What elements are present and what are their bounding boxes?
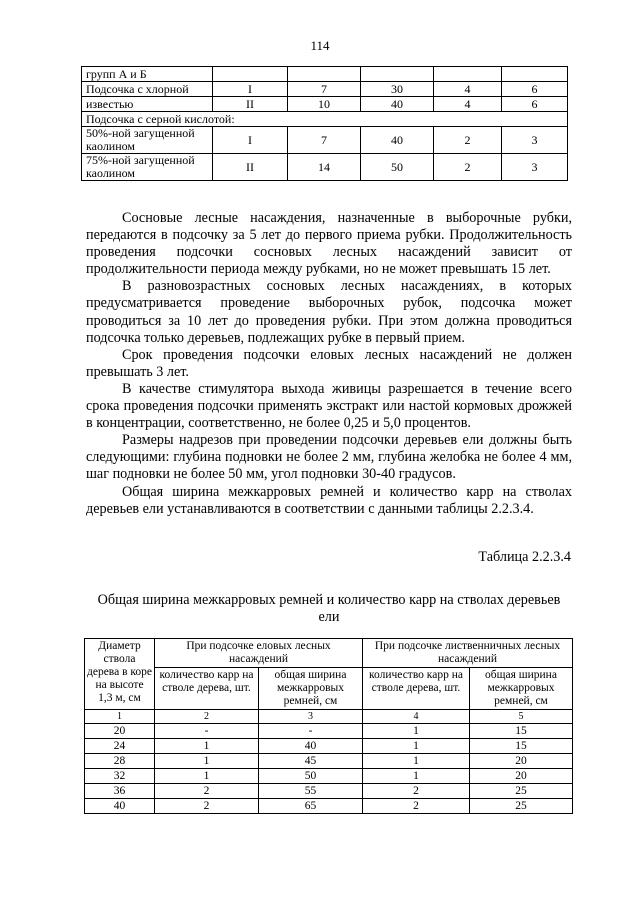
table-cell: 10 <box>288 97 361 112</box>
resin-tapping-table <box>84 638 573 814</box>
table-cell: 15 <box>470 739 573 754</box>
table-cell: 2 <box>155 784 259 799</box>
table-cell: I <box>213 82 288 97</box>
table-row <box>82 82 568 97</box>
row-label <box>82 127 213 154</box>
row-label: групп А и Б <box>82 67 213 82</box>
treatment-table <box>81 66 568 181</box>
table-row <box>82 127 568 154</box>
table-cell: 6 <box>502 97 568 112</box>
row-label: известью <box>82 97 213 112</box>
table-cell: II <box>213 97 288 112</box>
table-cell: 20 <box>470 754 573 769</box>
table-cell: 32 <box>85 769 155 784</box>
table-row <box>82 67 568 82</box>
table-row <box>85 784 573 799</box>
table-cell: 7 <box>288 127 361 154</box>
table-cell: 2 <box>434 127 502 154</box>
table-cell: 55 <box>259 784 363 799</box>
group-header: При подсочке лиственничных лесных насаждений <box>363 639 573 668</box>
paragraph: Общая ширина межкарровых ремней и количество карр на стволах деревьев ели устанавливаются в соответствии с данными таблицы 2.2.3.4. <box>86 483 572 517</box>
paragraph: Размеры надрезов при проведении подсочки деревьев ели должны быть следующими: глубина подновки не более 2 мм, глубина желобка не более 4 мм, шаг подновки не более 50 мм, угол подновки 30-40 градусов. <box>86 432 572 483</box>
table-cell: 15 <box>470 724 573 739</box>
row-label-line: 75%-ной загущенной <box>86 153 195 167</box>
table-cell: II <box>213 154 288 181</box>
table-cell: 50 <box>259 769 363 784</box>
table-cell: 50 <box>361 154 434 181</box>
column-header: количество карр на стволе дерева, шт. <box>363 668 470 710</box>
page-number: 114 <box>310 38 330 53</box>
table-cell: 65 <box>259 799 363 814</box>
table-cell: - <box>259 724 363 739</box>
table-cell: 45 <box>259 754 363 769</box>
row-label-line: 50%-ной загущенной <box>86 126 195 140</box>
table-cell: 6 <box>502 82 568 97</box>
column-header: общая ширина межкарровых ремней, см <box>470 668 573 710</box>
table-cell: - <box>155 724 259 739</box>
paragraph: Сосновые лесные насаждения, назначенные в выборочные рубки, передаются в подсочку за 5 лет до первого приема рубки. Продолжительность проведения подсочки сосновых лесных насаждений зависит от продолжительности периода между рубками, но не может превышать 15 лет. <box>86 210 572 278</box>
table-cell: 14 <box>288 154 361 181</box>
table-cell: 25 <box>470 799 573 814</box>
paragraph: Срок проведения подсочки еловых лесных насаждений не должен превышать 3 лет. <box>86 346 572 380</box>
table-cell: 3 <box>502 127 568 154</box>
table-cell: 40 <box>361 127 434 154</box>
paragraph: В качестве стимулятора выхода живицы разрешается в течение всего срока проведения подсочки применять экстракт или настой кормовых дрожжей в концентрации, соответственно, не более 0,25 и 5,0 процентов. <box>86 380 572 432</box>
table-cell: 40 <box>85 799 155 814</box>
table-cell: 1 <box>363 739 470 754</box>
body-text <box>86 210 572 518</box>
table-cell: 2 <box>155 799 259 814</box>
column-number: 1 <box>85 710 155 724</box>
table-cell: I <box>213 127 288 154</box>
table-cell: 4 <box>434 97 502 112</box>
column-number: 4 <box>363 710 470 724</box>
table-cell: 2 <box>434 154 502 181</box>
column-number: 3 <box>259 710 363 724</box>
table-cell: 1 <box>363 724 470 739</box>
column-number: 2 <box>155 710 259 724</box>
table-cell: 1 <box>155 754 259 769</box>
table-label: Таблица 2.2.3.4 <box>478 549 571 565</box>
table-cell: 1 <box>155 769 259 784</box>
table-cell: 30 <box>361 82 434 97</box>
row-label-line: каолином <box>86 139 136 153</box>
column-header: общая ширина межкарровых ремней, см <box>259 668 363 710</box>
row-label-line: каолином <box>86 166 136 180</box>
header-row <box>85 639 573 668</box>
table-cell: 40 <box>361 97 434 112</box>
column-header: количество карр на стволе дерева, шт. <box>155 668 259 710</box>
table-cell: 20 <box>85 724 155 739</box>
table-cell: 28 <box>85 754 155 769</box>
table-row <box>85 799 573 814</box>
row-label <box>82 154 213 181</box>
table-row <box>85 769 573 784</box>
table-row <box>82 112 568 127</box>
table-cell: 2 <box>363 799 470 814</box>
table-cell: 4 <box>434 82 502 97</box>
table-cell: 3 <box>502 154 568 181</box>
header-row <box>85 668 573 710</box>
paragraph: В разновозрастных сосновых лесных насаждениях, в которых предусматривается проведение выборочных рубок, подсочка может проводиться за 10 лет до проведения рубки. При этом должна проводиться подсочка только деревьев, подлежащих рубке в первый прием. <box>86 278 572 346</box>
table-cell: 40 <box>259 739 363 754</box>
column-number: 5 <box>470 710 573 724</box>
table-cell: 25 <box>470 784 573 799</box>
row-label: Подсочка с хлорной <box>82 82 213 97</box>
table-title: Общая ширина межкарровых ремней и количество карр на стволах деревьев ели <box>97 592 561 625</box>
table-cell: 24 <box>85 739 155 754</box>
table-cell: 1 <box>363 769 470 784</box>
table-cell: 1 <box>363 754 470 769</box>
table-row <box>82 154 568 181</box>
column-number-row <box>85 710 573 724</box>
table-row <box>85 754 573 769</box>
table-cell: 20 <box>470 769 573 784</box>
table-cell: 36 <box>85 784 155 799</box>
table-cell: 7 <box>288 82 361 97</box>
section-label: Подсочка с серной кислотой: <box>82 112 568 127</box>
table-row <box>85 724 573 739</box>
table-cell: 1 <box>155 739 259 754</box>
table-row <box>82 97 568 112</box>
column-header: Диаметр ствола дерева в коре на высоте 1,3 м, см <box>85 639 155 710</box>
table-row <box>85 739 573 754</box>
group-header: При подсочке еловых лесных насаждений <box>155 639 363 668</box>
table-cell: 2 <box>363 784 470 799</box>
